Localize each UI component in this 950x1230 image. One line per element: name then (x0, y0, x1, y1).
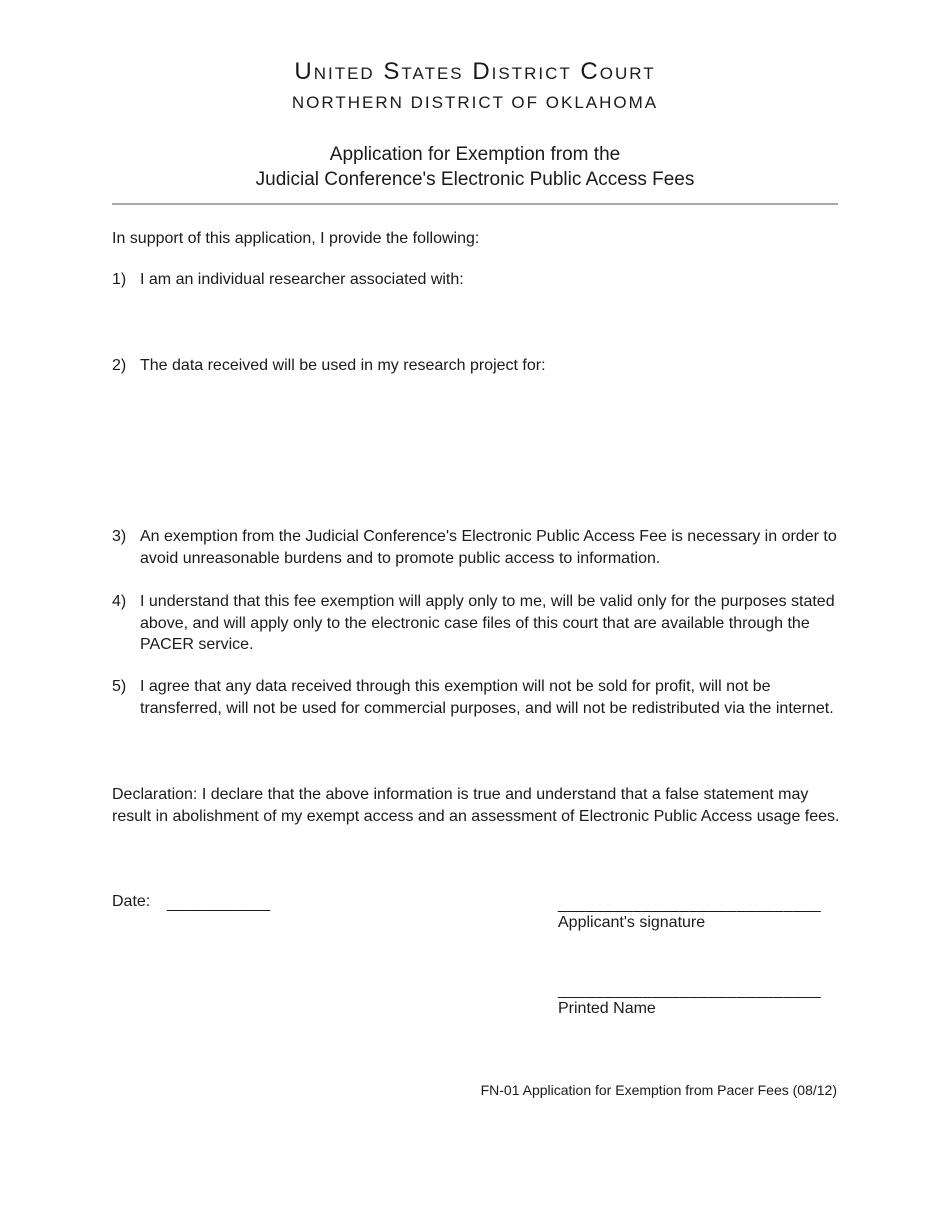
printed-name-field[interactable]: ____________________________ (558, 982, 822, 999)
court-title: United States District Court (294, 58, 656, 85)
applicant-signature-label: Applicant's signature (558, 914, 706, 931)
item-text: I understand that this fee exemption will apply only to me, will be valid only for the purposes stated above, and will apply only to the electronic case files of this court that are available through the PACER service. (140, 593, 835, 653)
application-title-line2: Judicial Conference's Electronic Public Access Fees (255, 169, 695, 190)
list-item-2 (112, 355, 842, 377)
item-text: I agree that any data received through this exemption will not be sold for profit, will not be transferred, will not be used for commercial purposes, and will not be redistributed via the internet. (140, 678, 834, 717)
date-label: Date: (112, 893, 151, 910)
list-item-4 (112, 591, 842, 656)
list-item-5 (112, 676, 842, 719)
application-title-line1: Application for Exemption from the (329, 144, 621, 165)
item-text: I am an individual researcher associated with: (140, 271, 464, 288)
date-field[interactable]: ___________ (167, 895, 271, 912)
printed-name-label: Printed Name (558, 1000, 656, 1017)
form-footer: FN-01 Application for Exemption from Pacer Fees (08/12) (480, 1082, 837, 1098)
declaration-text: Declaration: I declare that the above information is true and understand that a false statement may result in abolishment of my exempt access and an assessment of Electronic Public Access usage fees. (112, 786, 840, 825)
intro-text: In support of this application, I provide the following: (112, 230, 480, 247)
item-number: 3) (112, 528, 127, 545)
item-number: 5) (112, 678, 127, 695)
header-divider (112, 203, 838, 205)
court-district: NORTHERN DISTRICT OF OKLAHOMA (291, 93, 659, 112)
item-number: 2) (112, 357, 127, 374)
item-number: 1) (112, 271, 127, 288)
list-item-1 (112, 269, 842, 291)
applicant-signature-field[interactable]: ____________________________ (558, 896, 822, 913)
application-title (0, 142, 950, 192)
list-item-3 (112, 526, 842, 569)
item-number: 4) (112, 593, 127, 610)
item-text: An exemption from the Judicial Conference's Electronic Public Access Fee is necessary in order to avoid unreasonable burdens and to promote public access to information. (140, 528, 837, 567)
item-text: The data received will be used in my research project for: (140, 357, 546, 374)
